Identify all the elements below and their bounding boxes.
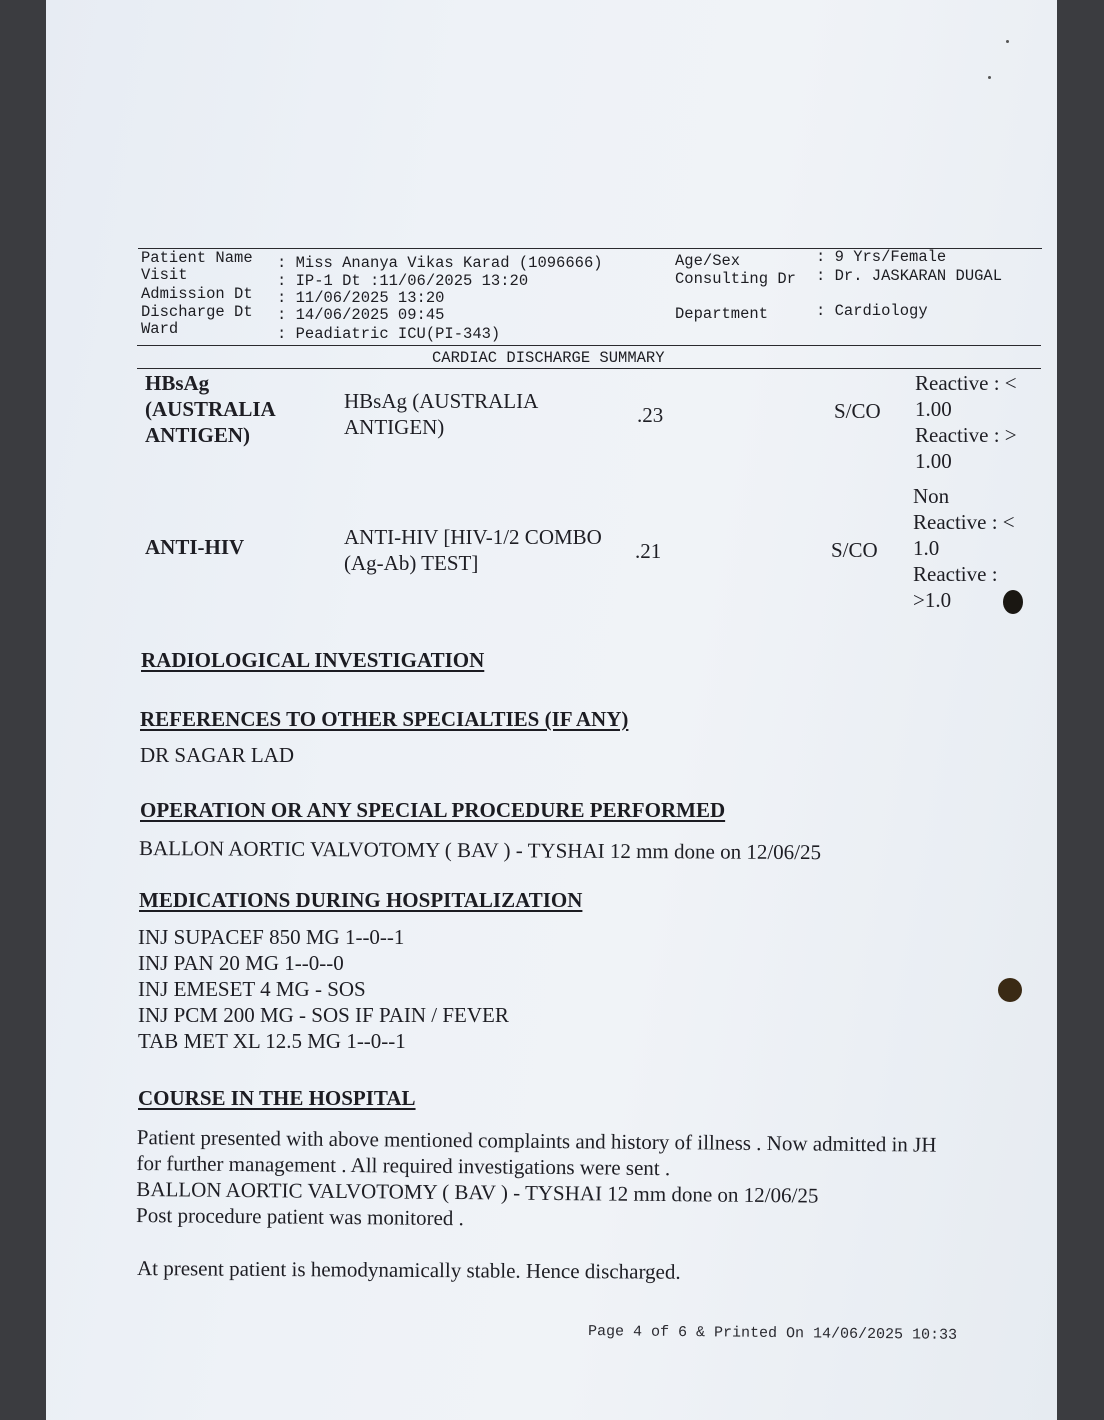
test-unit-hbsag: S/CO [834,399,881,423]
admission-label: Admission Dt [141,285,253,303]
header-bottom-rule [137,345,1041,346]
punch-hole-mark [998,978,1022,1002]
consulting-dr-value: : Dr. JASKARAN DUGAL [816,267,1003,285]
test-desc-hbsag [344,388,538,440]
section-references: REFERENCES TO OTHER SPECIALTIES (IF ANY) [140,707,629,731]
test-ref-line: 1.0 [913,536,940,560]
test-value-hbsag: .23 [637,403,664,427]
medication-item: INJ PAN 20 MG 1--0--0 [138,951,344,975]
section-medications: MEDICATIONS DURING HOSPITALIZATION [139,888,583,912]
medication-item: INJ PCM 200 MG - SOS IF PAIN / FEVER [138,1003,509,1027]
test-name-hbsag [145,370,276,448]
test-ref-line: 1.00 [915,397,952,421]
speck-mark [988,76,991,79]
test-value-anti-hiv: .21 [635,539,662,563]
ward-label: Ward [141,320,179,338]
age-sex-label: Age/Sex [675,252,741,270]
test-ref-line: >1.0 [913,588,952,612]
test-name-line: (AUSTRALIA [145,397,276,421]
medication-item: INJ EMESET 4 MG - SOS [138,977,366,1001]
test-name-anti-hiv [145,534,244,560]
summary-title: CARDIAC DISCHARGE SUMMARY [432,349,665,367]
section-radiological: RADIOLOGICAL INVESTIGATION [141,648,485,672]
discharge-label: Discharge Dt [141,303,253,321]
patient-name-label: Patient Name [141,249,253,267]
test-ref-hbsag [915,370,1017,474]
consulting-dr-label: Consulting Dr [675,270,796,288]
test-desc-line: ANTI-HIV [HIV-1/2 COMBO [344,525,602,549]
test-name-line: ANTI-HIV [145,535,245,559]
course-line: Patient presented with above mentioned complaints and history of illness . Now admitted in JH [136,1125,937,1157]
medication-list [138,924,509,1054]
test-desc-line: (Ag-Ab) TEST] [344,551,479,575]
visit-label: Visit [141,266,188,284]
age-sex-value: : 9 Yrs/Female [816,248,947,266]
test-ref-line: 1.00 [915,449,952,473]
medication-item: TAB MET XL 12.5 MG 1--0--1 [138,1029,406,1053]
references-value: DR SAGAR LAD [140,743,295,767]
test-desc-line: ANTIGEN) [344,415,445,439]
department-value: : Cardiology [816,302,928,320]
test-ref-anti-hiv [913,483,1015,613]
admission-value: : 11/06/2025 13:20 [277,289,445,307]
test-name-line: HBsAg [145,371,210,395]
test-desc-line: HBsAg (AUSTRALIA [344,389,539,413]
test-desc-anti-hiv [344,524,602,576]
speck-mark [1006,40,1009,43]
discharge-value: : 14/06/2025 09:45 [277,306,445,324]
patient-name-value: : Miss Ananya Vikas Karad (1096666) [277,254,603,272]
test-ref-line: Non [913,484,950,508]
medication-item: INJ SUPACEF 850 MG 1--0--1 [138,925,405,949]
test-ref-line: Reactive : < [915,371,1017,395]
test-ref-line: Reactive : [913,562,998,586]
course-line: Post procedure patient was monitored . [136,1202,464,1231]
course-line: BALLON AORTIC VALVOTOMY ( BAV ) - TYSHAI 12 mm done on 12/06/25 [136,1176,819,1208]
test-ref-line: Reactive : > [915,423,1017,447]
visit-value: : IP-1 Dt :11/06/2025 13:20 [277,272,529,290]
ward-value: : Peadiatric ICU(PI-343) [277,325,501,343]
present-status: At present patient is hemodynamically stable. Hence discharged. [136,1256,681,1284]
test-name-line: ANTIGEN) [145,423,251,447]
course-paragraph [136,1124,937,1236]
course-line: for further management . All required investigations were sent . [136,1150,671,1181]
section-operation: OPERATION OR ANY SPECIAL PROCEDURE PERFORMED [140,798,726,822]
page-footer: Page 4 of 6 & Printed On 14/06/2025 10:33 [587,1323,958,1344]
summary-title-rule [137,368,1041,369]
test-unit-anti-hiv: S/CO [831,538,878,562]
test-ref-line: Reactive : < [913,510,1015,534]
operation-value: BALLON AORTIC VALVOTOMY ( BAV ) - TYSHAI 12 mm done on 12/06/25 [138,836,822,865]
section-course: COURSE IN THE HOSPITAL [138,1086,416,1110]
punch-hole-mark [1003,590,1023,614]
department-label: Department [675,305,769,323]
